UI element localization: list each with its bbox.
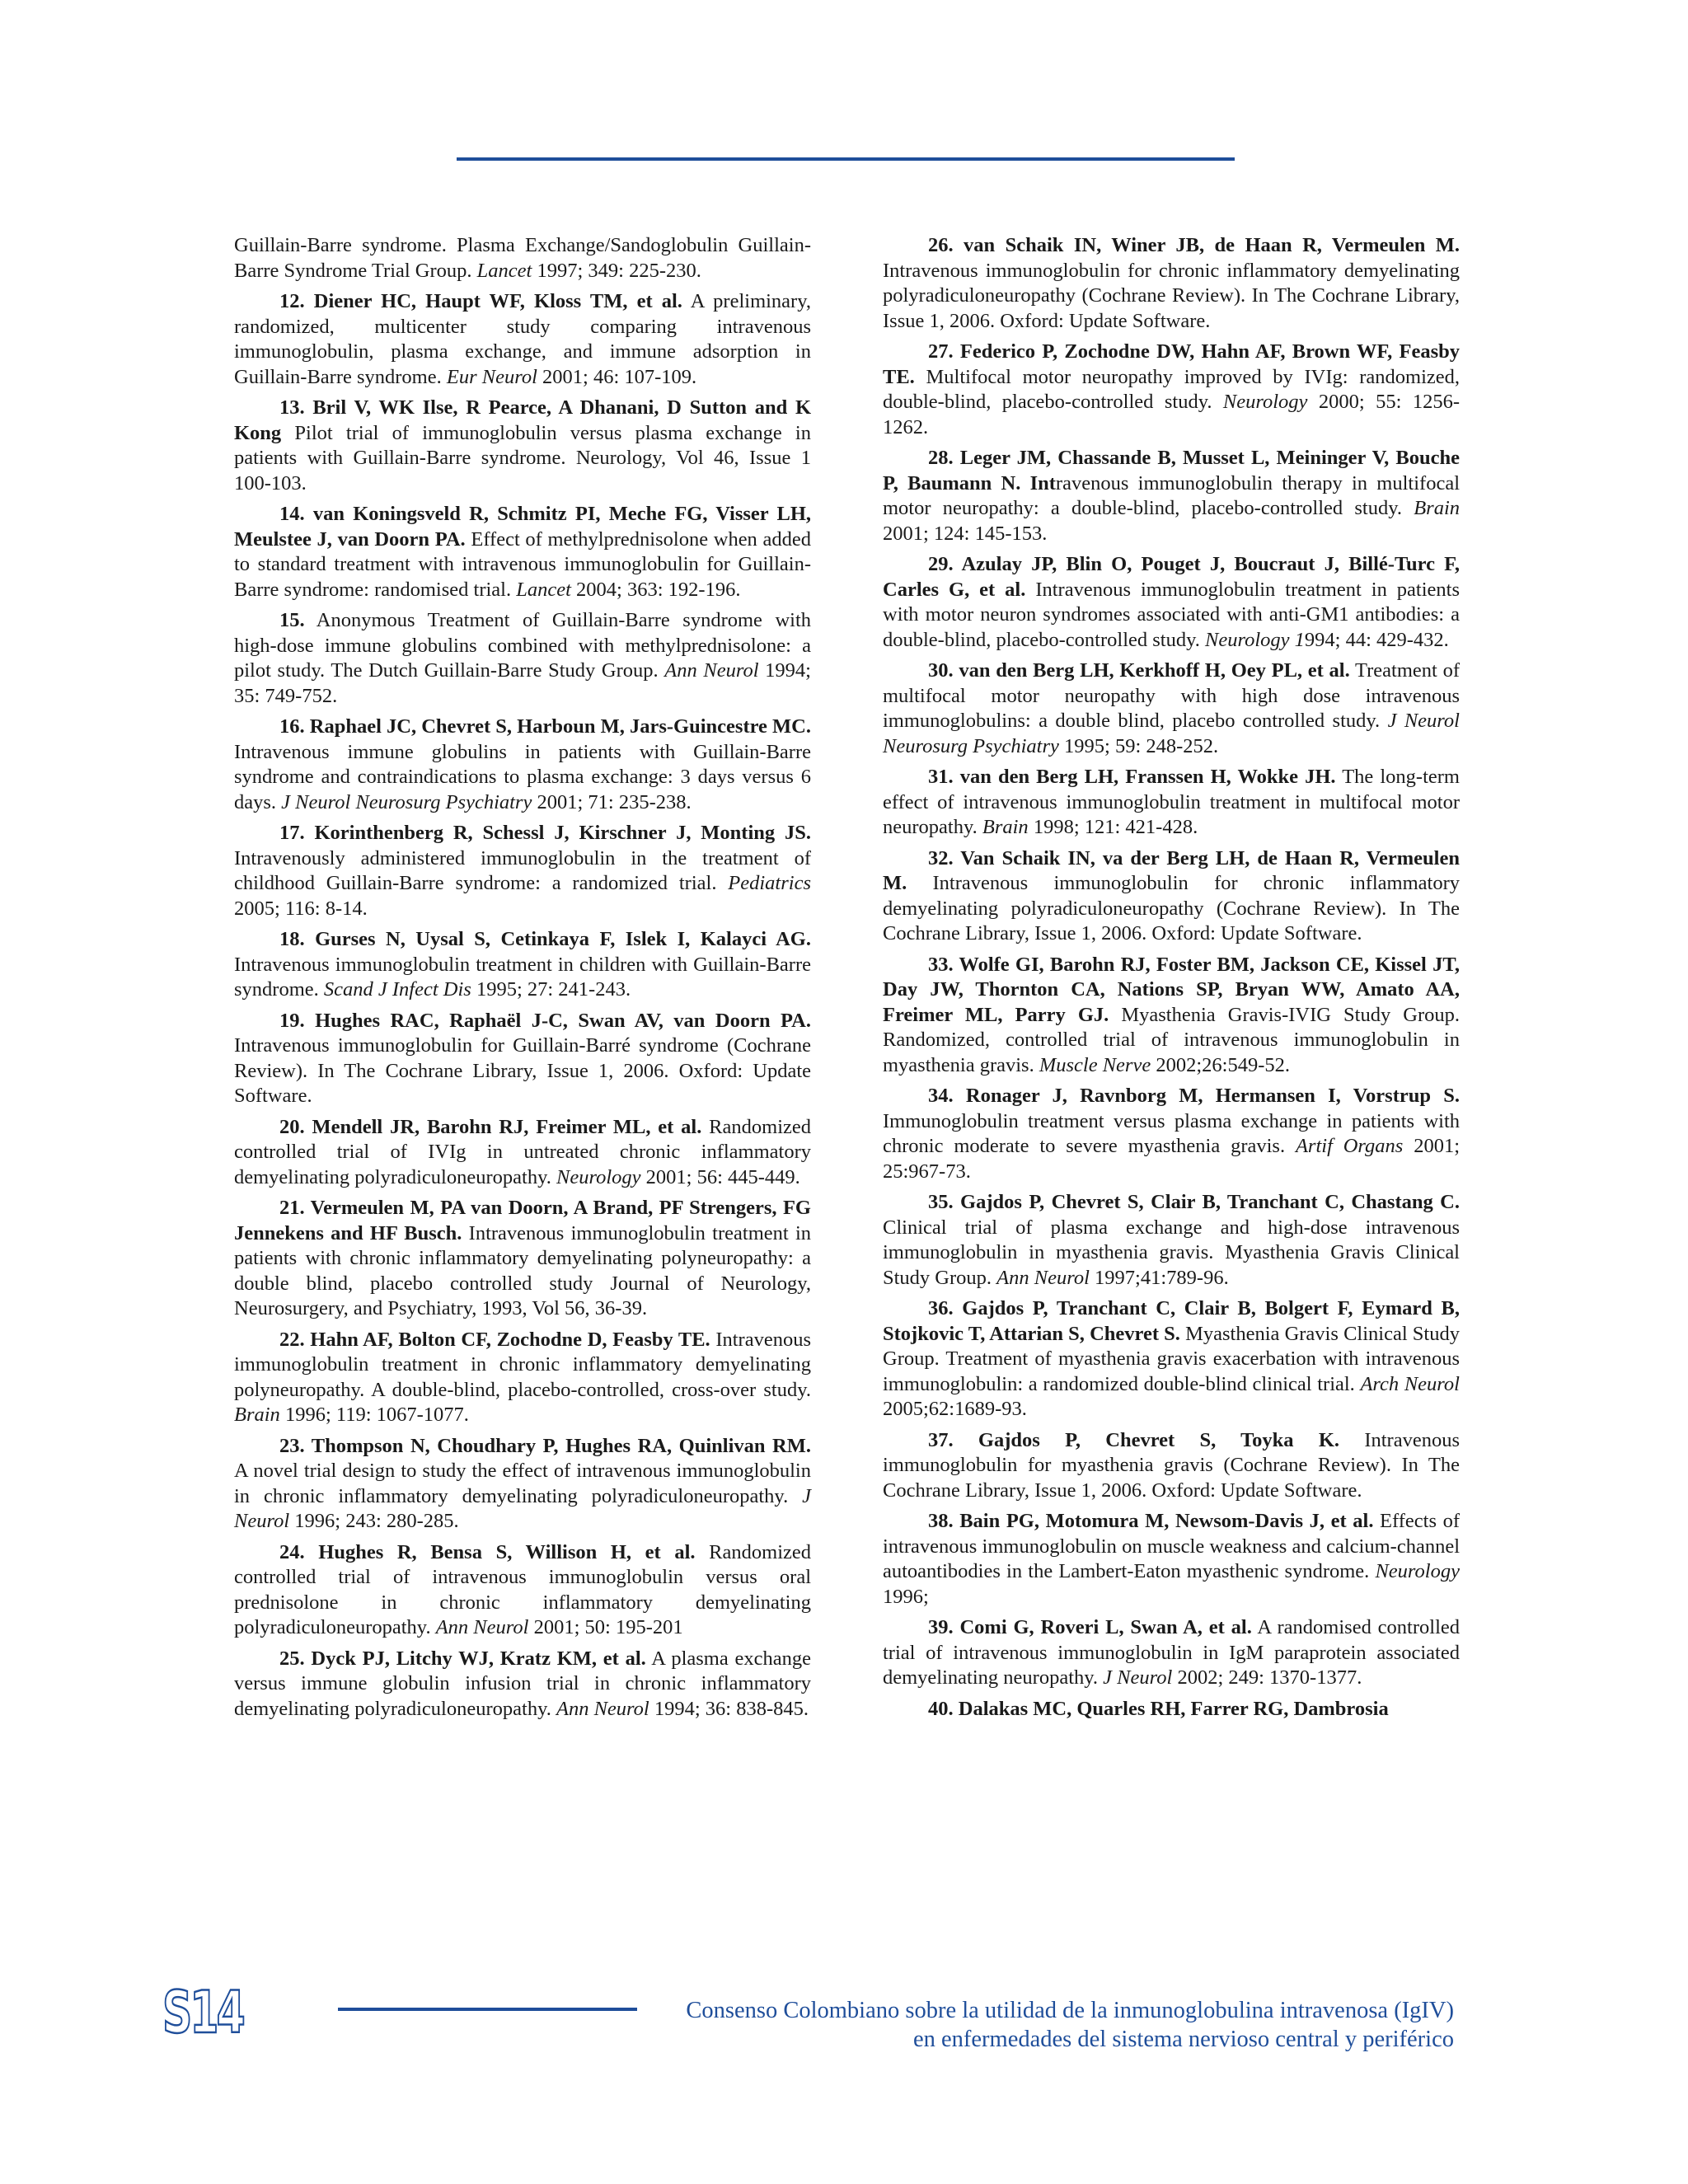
reference-journal: Neurology 1	[1205, 628, 1305, 651]
reference-title: Intravenous immunoglobulin treatment in patients with chronic inflammatory demyelinating polyneuropathy: a double blind, placebo controlled study Journal of Neurology, Neurosurgery, and Psychiatry, 1993, Vol 56, 36-39.	[234, 1221, 811, 1319]
reference-title: A novel trial design to study the effect of intravenous immunoglobulin in chronic inflammatory demyelinating polyradiculoneuropathy.	[234, 1460, 811, 1507]
reference-title: Myasthenia Gravis-IVIG Study Group. Randomized, controlled trial of intravenous immunoglobulin in myasthenia gravis.	[883, 1003, 1460, 1076]
reference-authors: 36. Gajdos P, Tranchant C, Clair B, Bolgert F, Eymard B, Stojkovic T, Attarian S, Chevret S.	[883, 1297, 1460, 1345]
reference-entry	[883, 233, 1460, 334]
reference-citation: 2004; 363: 192-196.	[570, 578, 741, 601]
reference-journal: Ann Neurol	[664, 659, 759, 682]
reference-title: A preliminary, randomized, multicenter study comparing intravenous immunoglobulin, plasma exchange, and immune adsorption in Guillain-Barre syndrome.	[234, 290, 811, 388]
reference-entry	[883, 658, 1460, 759]
reference-authors: 30. van den Berg LH, Kerkhoff H, Oey PL, et al.	[928, 659, 1350, 682]
reference-entry	[883, 1615, 1460, 1691]
reference-authors: 32. Van Schaik IN, va der Berg LH, de Haan R, Vermeulen M.	[883, 846, 1460, 894]
reference-entry	[234, 1540, 811, 1641]
reference-journal: Pediatrics	[728, 872, 811, 894]
reference-citation: 1998; 121: 421-428.	[1028, 816, 1198, 838]
reference-journal: Muscle Nerve	[1039, 1053, 1151, 1076]
reference-journal: Scand J Infect Dis	[323, 978, 471, 1001]
reference-entry	[883, 846, 1460, 947]
reference-title: Intravenous immunoglobulin for chronic inflammatory demyelinating polyradiculoneuropathy (Cochrane Review). In The Cochrane Library, Issue 1, 2006. Oxford: Update Software.	[883, 259, 1460, 332]
reference-title: Multifocal motor neuropathy improved by IVIg: randomized, double-blind, placebo-controlled study.	[883, 365, 1460, 413]
page-number: S14	[162, 1979, 243, 2046]
reference-journal: Ann Neurol	[996, 1266, 1090, 1289]
reference-authors: 19. Hughes RAC, Raphaël J-C, Swan AV, van Doorn PA.	[279, 1009, 811, 1032]
reference-citation: 2000; 55: 1256-1262.	[883, 391, 1460, 438]
reference-citation: 2001; 56: 445-449.	[640, 1165, 800, 1188]
reference-authors: 38. Bain PG, Motomura M, Newsom-Davis J, et al.	[928, 1510, 1374, 1532]
reference-authors: 39. Comi G, Roveri L, Swan A, et al.	[928, 1616, 1252, 1638]
reference-entry	[234, 233, 811, 284]
reference-journal: Arch Neurol	[1360, 1372, 1460, 1395]
reference-authors: 16. Raphael JC, Chevret S, Harboun M, Jars-Guincestre MC.	[279, 715, 811, 738]
running-footer	[686, 1996, 1454, 2054]
reference-journal: J Neurol Neurosurg Psychiatry	[281, 790, 532, 813]
footer-rule	[338, 2008, 637, 2011]
reference-entry	[883, 340, 1460, 440]
reference-title: Anonymous Treatment of Guillain-Barre syndrome with high-dose immune globulins combined with methylprednisolone: a pilot study. The Dutch Guillain-Barre Study Group.	[234, 609, 811, 682]
reference-journal: J Neurol	[234, 1484, 811, 1532]
reference-authors: 15.	[279, 609, 305, 631]
reference-journal: Lancet	[516, 578, 571, 601]
reference-title: Randomized controlled trial of IVIg in untreated chronic inflammatory demyelinating polyradiculoneuropathy.	[234, 1115, 812, 1188]
reference-entry	[234, 289, 811, 390]
reference-authors: 31. van den Berg LH, Franssen H, Wokke JH.	[928, 766, 1336, 788]
reference-title: Intravenous immunoglobulin for myasthenia gravis (Cochrane Review). In The Cochrane Library, Issue 1, 2006. Oxford: Update Software.	[883, 1428, 1460, 1502]
reference-authors: 40. Dalakas MC, Quarles RH, Farrer RG, Dambrosia	[928, 1697, 1389, 1720]
reference-authors: 22. Hahn AF, Bolton CF, Zochodne D, Feasby TE.	[279, 1328, 710, 1351]
reference-entry	[883, 1697, 1460, 1722]
reference-journal: Ann Neurol	[556, 1697, 649, 1720]
reference-journal: Neurology	[1375, 1560, 1460, 1582]
reference-citation: 2005; 116: 8-14.	[234, 897, 368, 920]
reference-entry	[234, 608, 811, 709]
reference-title: Intravenously administered immunoglobulin in the treatment of childhood Guillain-Barre syndrome: a randomized trial.	[234, 846, 811, 894]
reference-entry	[883, 953, 1460, 1079]
reference-entry	[883, 1084, 1460, 1184]
reference-journal: Ann Neurol	[435, 1616, 529, 1638]
reference-entry	[883, 1509, 1460, 1610]
reference-title: Effect of methylprednisolone when added to standard treatment with intravenous immunoglobulin for Guillain-Barre syndrome: randomised trial.	[234, 527, 811, 601]
reference-entry	[883, 1428, 1460, 1504]
reference-authors: 13. Bril V, WK Ilse, R Pearce, A Dhanani, D Sutton and K Kong	[234, 396, 811, 444]
reference-entry	[883, 1190, 1460, 1291]
reference-citation: 2001; 25:967-73.	[883, 1135, 1461, 1183]
references-left-column	[234, 233, 811, 1727]
reference-authors: 20. Mendell JR, Barohn RJ, Freimer ML, et al.	[279, 1115, 702, 1138]
reference-journal: Brain	[234, 1404, 280, 1426]
reference-citation: 2001; 124: 145-153.	[883, 522, 1048, 545]
reference-journal: Artif Organs	[1295, 1135, 1404, 1157]
reference-authors: 12. Diener HC, Haupt WF, Kloss TM, et al.	[279, 290, 682, 312]
reference-authors: 26. van Schaik IN, Winer JB, de Haan R, Vermeulen M.	[928, 234, 1460, 256]
reference-title: A plasma exchange versus immune globulin infusion trial in chronic inflammatory demyelinating polyradiculoneuropathy.	[234, 1647, 811, 1720]
reference-title: Pilot trial of immunoglobulin versus plasma exchange in patients with Guillain-Barre syndrome. Neurology, Vol 46, Issue 1 100-103.	[234, 421, 811, 494]
reference-citation: 994; 44: 429-432.	[1304, 628, 1449, 651]
reference-citation: 1995; 27: 241-243.	[471, 978, 631, 1001]
reference-title: Treatment of multifocal motor neuropathy with high dose intravenous immunoglobulins: a double blind, placebo controlled study.	[883, 659, 1460, 732]
footer-title-line-1: Consenso Colombiano sobre la utilidad de la inmunoglobulina intravenosa (IgIV)	[686, 1998, 1454, 2023]
reference-citation: 1996;	[883, 1585, 929, 1608]
reference-entry	[883, 552, 1460, 653]
reference-entry	[234, 927, 811, 1003]
reference-authors: 25. Dyck PJ, Litchy WJ, Kratz KM, et al.	[279, 1647, 646, 1670]
header-rule	[457, 157, 1235, 161]
reference-title: Immunoglobulin treatment versus plasma exchange in patients with chronic moderate to severe myasthenia gravis.	[883, 1109, 1460, 1157]
reference-journal: J Neurol Neurosurg Psychiatry	[883, 710, 1460, 757]
reference-title: Effects of intravenous immunoglobulin on muscle weakness and calcium-channel autoantibodies in the Lambert-Eaton myasthenic syndrome.	[883, 1510, 1460, 1582]
reference-title: Intravenous immunoglobulin treatment in patients with motor neuron syndromes associated with anti-GM1 antibodies: a double-blind, placebo-controlled study.	[883, 578, 1460, 651]
reference-authors: 29. Azulay JP, Blin O, Pouget J, Boucraut J, Billé-Turc F, Carles G, et al.	[883, 553, 1460, 601]
reference-entry	[883, 765, 1460, 841]
reference-authors: 28. Leger JM, Chassande B, Musset L, Meininger V, Bouche P, Baumann N. Int	[883, 447, 1460, 494]
reference-title: Intravenous immunoglobulin for Guillain-Barré syndrome (Cochrane Review). In The Cochrane Library, Issue 1, 2006. Oxford: Update Software.	[234, 1034, 811, 1107]
reference-entry	[234, 502, 811, 602]
reference-authors: 33. Wolfe GI, Barohn RJ, Foster BM, Jackson CE, Kissel JT, Day JW, Thornton CA, Nations SP, Bryan WW, Amato AA, Freimer ML, Parry GJ.	[883, 953, 1460, 1026]
reference-title: Randomized controlled trial of intravenous immunoglobulin versus oral prednisolone in chronic inflammatory demyelinating polyradiculoneuropathy.	[234, 1540, 812, 1638]
reference-journal: Brain	[1414, 497, 1460, 519]
reference-entry	[234, 1328, 811, 1428]
reference-citation: 2002;26:549-52.	[1151, 1053, 1290, 1076]
reference-entry	[234, 1647, 811, 1722]
reference-citation: 1997;41:789-96.	[1089, 1266, 1229, 1289]
reference-citation: 1996; 119: 1067-1077.	[279, 1404, 469, 1426]
reference-title: Intravenous immunoglobulin treatment in chronic inflammatory demyelinating polyneuropathy. A double-blind, placebo-controlled, cross-over study.	[234, 1328, 811, 1401]
reference-title: Clinical trial of plasma exchange and high-dose intravenous immunoglobulin in myasthenia gravis. Myasthenia Gravis Clinical Study Group.	[883, 1216, 1460, 1289]
reference-citation: 1994; 35: 749-752.	[234, 659, 811, 707]
reference-entry	[234, 396, 811, 496]
reference-journal: Brain	[982, 816, 1029, 838]
reference-journal: Neurology	[1222, 391, 1308, 413]
reference-citation: 1997; 349: 225-230.	[532, 259, 701, 282]
reference-title: Guillain-Barre syndrome. Plasma Exchange/Sandoglobulin Guillain-Barre Syndrome Trial Group.	[234, 234, 811, 282]
reference-citation: 1995; 59: 248-252.	[1058, 734, 1219, 757]
reference-journal: Eur Neurol	[446, 365, 537, 388]
reference-authors: 17. Korinthenberg R, Schessl J, Kirschner J, Monting JS.	[279, 822, 811, 844]
reference-title: A randomised controlled trial of intravenous immunoglobulin in IgM paraprotein associated demyelinating neuropathy.	[883, 1616, 1461, 1689]
reference-authors: 24. Hughes R, Bensa S, Willison H, et al.	[279, 1540, 696, 1563]
reference-title: The long-term effect of intravenous immunoglobulin treatment in multifocal motor neuropathy.	[883, 766, 1460, 838]
reference-title: ravenous immunoglobulin therapy in multifocal motor neuropathy: a double-blind, placebo-controlled study.	[883, 471, 1460, 519]
reference-title: Intravenous immunoglobulin treatment in children with Guillain-Barre syndrome.	[234, 953, 811, 1001]
reference-citation: 2001; 71: 235-238.	[532, 790, 692, 813]
reference-journal: J Neurol	[1103, 1666, 1173, 1689]
reference-citation: 1996; 243: 280-285.	[289, 1510, 459, 1532]
reference-entry	[234, 1115, 811, 1191]
reference-authors: 27. Federico P, Zochodne DW, Hahn AF, Brown WF, Feasby TE.	[883, 340, 1460, 388]
reference-authors: 34. Ronager J, Ravnborg M, Hermansen I, Vorstrup S.	[928, 1085, 1460, 1107]
references-right-column	[883, 233, 1460, 1727]
reference-citation: 2002; 249: 1370-1377.	[1172, 1666, 1362, 1689]
reference-citation: 1994; 36: 838-845.	[649, 1697, 809, 1720]
reference-citation: 2001; 50: 195-201	[528, 1616, 683, 1638]
reference-authors: 14. van Koningsveld R, Schmitz PI, Meche FG, Visser LH, Meulstee J, van Doorn PA.	[234, 503, 811, 551]
reference-entry	[234, 715, 811, 815]
reference-authors: 21. Vermeulen M, PA van Doorn, A Brand, PF Strengers, FG Jennekens and HF Busch.	[234, 1197, 811, 1244]
reference-authors: 18. Gurses N, Uysal S, Cetinkaya F, Islek I, Kalayci AG.	[279, 928, 811, 950]
reference-entry	[883, 1296, 1460, 1422]
reference-entry	[883, 446, 1460, 546]
reference-journal: Neurology	[556, 1165, 641, 1188]
reference-authors: 35. Gajdos P, Chevret S, Clair B, Tranchant C, Chastang C.	[928, 1191, 1460, 1213]
footer-title-line-2: en enfermedades del sistema nervioso central y periférico	[912, 2027, 1454, 2052]
reference-authors: 23. Thompson N, Choudhary P, Hughes RA, Quinlivan RM.	[279, 1434, 811, 1457]
reference-citation: 2001; 46: 107-109.	[537, 365, 697, 388]
reference-title: Intravenous immune globulins in patients with Guillain-Barre syndrome and contraindications to plasma exchange: 3 days versus 6 days.	[234, 740, 811, 813]
reference-citation: 2005;62:1689-93.	[883, 1398, 1027, 1420]
reference-entry	[234, 1196, 811, 1322]
reference-entry	[234, 1434, 811, 1535]
reference-journal: Lancet	[476, 259, 532, 282]
reference-entry	[234, 1009, 811, 1109]
reference-title: Intravenous immunoglobulin for chronic inflammatory demyelinating polyradiculoneuropathy (Cochrane Review). In The Cochrane Library, Issue 1, 2006. Oxford: Update Software.	[883, 872, 1460, 944]
reference-authors: 37. Gajdos P, Chevret S, Toyka K.	[928, 1428, 1340, 1451]
reference-title: Myasthenia Gravis Clinical Study Group. Treatment of myasthenia gravis exacerbation with intravenous immunoglobulin: a randomized double-blind clinical trial.	[883, 1322, 1460, 1395]
reference-entry	[234, 821, 811, 921]
